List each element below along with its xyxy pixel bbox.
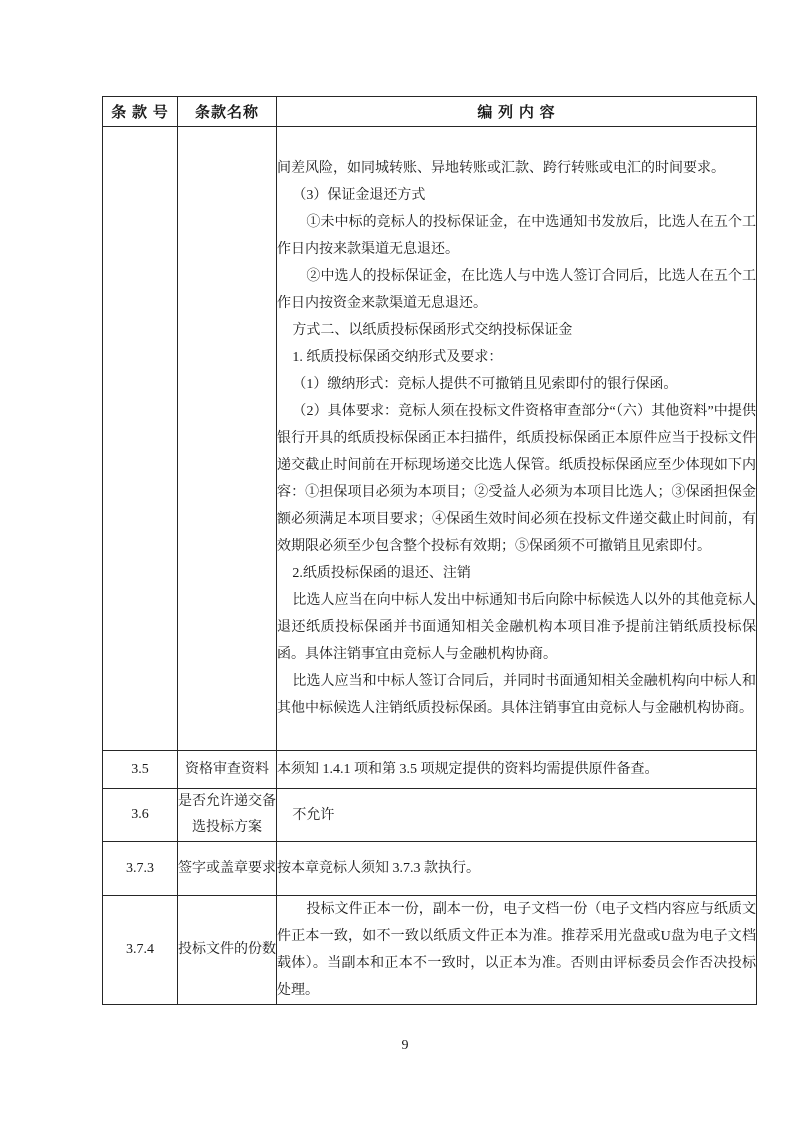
clause-no-cell: [103, 127, 178, 751]
clause-no-cell: 3.7.4: [103, 896, 178, 1005]
paragraph: 1. 纸质投标保函交纳形式及要求：: [292, 350, 503, 365]
page-number: 9: [401, 1038, 409, 1053]
paragraph: （1）缴纳形式：竞标人提供不可撤销且见索即付的银行保函。: [292, 377, 678, 392]
paragraph: 比选人应当在向中标人发出中标通知书后向除中标候选人以外的其他竞标人退还纸质投标保函并书面通知相关金融机构本项目准予提前注销纸质投标保函。具体注销事宜由竞标人与金融机构协商。: [277, 593, 756, 662]
clause-content-cell: [277, 127, 757, 751]
table-row: [103, 789, 757, 842]
clause-no-cell: 3.7.3: [103, 842, 178, 896]
clause-name-cell: 签字或盖章要求: [178, 842, 277, 896]
paragraph: 投标文件正本一份，副本一份，电子文档一份（电子文档内容应与纸质文件正本一致，如不一致以纸质文件正本为准。推荐采用光盘或U盘为电子文档载体）。当副本和正本不一致时，以正本为准。否则由评标委员会作否决投标处理。: [277, 902, 756, 998]
paragraph: （2）具体要求：竞标人须在投标文件资格审查部分“（六）其他资料”中提供银行开具的纸质投标保函正本扫描件，纸质投标保函正本原件应当于投标文件递交截止时间前在开标现场递交比选人保管。纸质投标保函应至少体现如下内容：①担保项目必须为本项目；②受益人必须为本项目比选人；③保函担保金额必须满足本项目要求；④保函生效时间必须在投标文件递交截止时间前，有效期限必须至少包含整个投标有效期；⑤保函须不可撤销且见索即付。: [277, 404, 756, 554]
paragraph: （3）保证金退还方式: [292, 188, 426, 203]
paragraph: 本须知 1.4.1 项和第 3.5 项规定提供的资料均需提供原件备查。: [277, 762, 659, 777]
clause-table: [102, 96, 757, 1005]
table-row: [103, 751, 757, 789]
paragraph: 间差风险，如同城转账、异地转账或汇款、跨行转账或电汇的时间要求。: [277, 161, 725, 176]
header-clause-name: 条款名称: [178, 97, 277, 127]
paragraph: 按本章竞标人须知 3.7.3 款执行。: [277, 861, 480, 876]
clause-content-cell: [277, 896, 757, 1005]
table-header-row: [103, 97, 757, 127]
clause-content-cell: [277, 842, 757, 896]
table-row: [103, 896, 757, 1005]
clause-content-cell: [277, 789, 757, 842]
paragraph: ②中选人的投标保证金，在比选人与中选人签订合同后，比选人在五个工作日内按资金来款渠道无息退还。: [277, 269, 756, 311]
clause-content-cell: [277, 751, 757, 789]
paragraph: ①未中标的竞标人的投标保证金，在中选通知书发放后，比选人在五个工作日内按来款渠道无息退还。: [277, 215, 756, 257]
paragraph: 比选人应当和中标人签订合同后，并同时书面通知相关金融机构向中标人和其他中标候选人注销纸质投标保函。具体注销事宜由竞标人与金融机构协商。: [277, 674, 756, 716]
clause-no-cell: 3.6: [103, 789, 178, 842]
paragraph: 2.纸质投标保函的退还、注销: [292, 566, 471, 581]
clause-name-cell: 投标文件的份数: [178, 896, 277, 1005]
paragraph: 方式二、以纸质投标保函形式交纳投标保证金: [292, 323, 573, 338]
table-row: [103, 842, 757, 896]
table-row: [103, 127, 757, 751]
clause-name-cell: 资格审查资料: [178, 751, 277, 789]
header-content: 编 列 内 容: [277, 97, 757, 127]
clause-no-cell: 3.5: [103, 751, 178, 789]
clause-name-cell: 是否允许递交备选投标方案: [178, 789, 277, 842]
paragraph: 不允许: [292, 807, 335, 823]
clause-name-cell: [178, 127, 277, 751]
header-clause-no: 条 款 号: [103, 97, 178, 127]
